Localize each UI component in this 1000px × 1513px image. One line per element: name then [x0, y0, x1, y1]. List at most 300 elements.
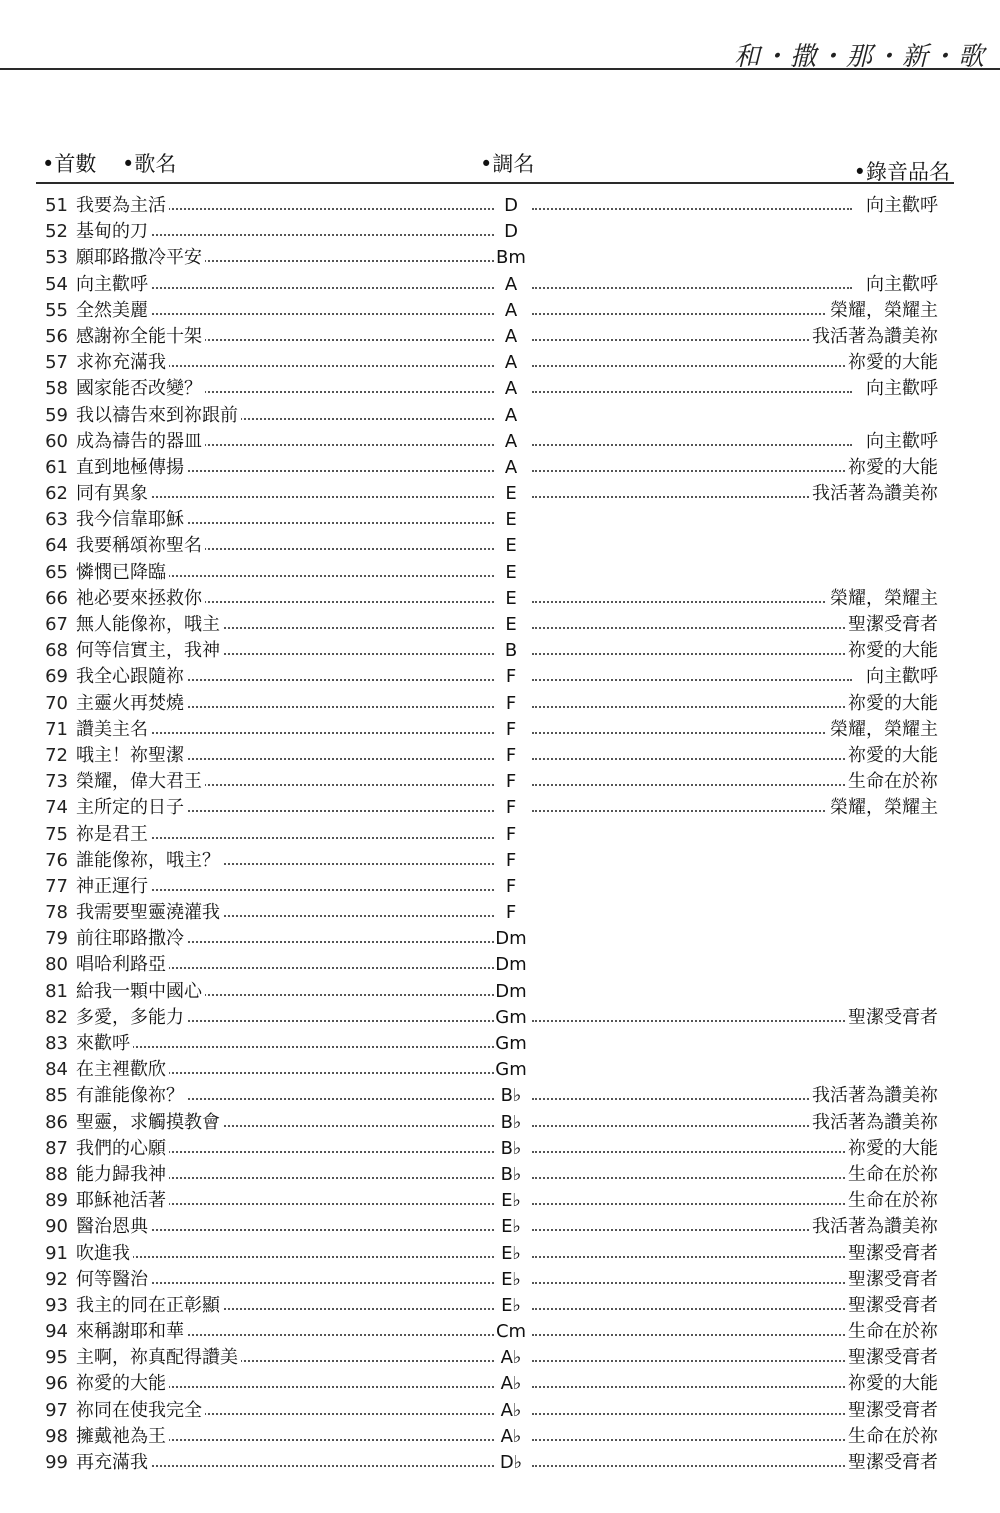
song-number: 73 [45, 771, 68, 793]
song-key: F [505, 797, 517, 819]
dot-leader [532, 1098, 852, 1100]
song-key: E♭ [501, 1268, 521, 1290]
song-album: 我活著為讚美祢 [809, 1110, 938, 1136]
song-title-cell [76, 900, 486, 926]
song-number: 74 [45, 797, 68, 819]
song-title: 唱哈利路亞 [76, 954, 169, 975]
song-key: E [505, 535, 517, 557]
song-album: 我活著為讚美祢 [809, 1083, 938, 1109]
song-row [0, 507, 1000, 533]
song-title: 擁戴祂為王 [76, 1426, 169, 1447]
song-row [0, 691, 1000, 717]
song-key: E♭ [501, 1190, 521, 1212]
song-number: 83 [45, 1033, 68, 1054]
song-album: 聖潔受膏者 [845, 612, 938, 638]
dot-leader [532, 313, 852, 315]
song-key: Cm [495, 1321, 527, 1343]
song-row [0, 403, 1000, 429]
song-number: 98 [45, 1425, 68, 1447]
dot-leader [532, 706, 852, 708]
dot-leader [532, 365, 852, 367]
song-title: 何等醫治 [76, 1269, 151, 1290]
song-key: B [504, 640, 518, 662]
song-key: E♭ [501, 1216, 521, 1238]
song-album: 祢愛的大能 [845, 1136, 938, 1162]
song-number: 70 [45, 692, 68, 714]
song-title-cell [76, 874, 486, 900]
song-title: 聖靈，求觸摸教會 [76, 1112, 223, 1133]
song-album: 向主歡呼 [863, 429, 938, 455]
song-title: 主所定的日子 [76, 797, 187, 818]
song-number: 88 [45, 1163, 68, 1185]
song-number: 77 [45, 875, 68, 897]
song-key: A [504, 430, 518, 452]
song-row [0, 324, 1000, 350]
song-album: 榮耀，榮耀主 [827, 795, 938, 821]
song-title: 祂必要來拯救你 [76, 588, 205, 609]
dot-leader [532, 758, 852, 760]
song-title: 神正運行 [76, 876, 151, 897]
song-key: E [505, 483, 517, 505]
song-number: 60 [45, 430, 68, 452]
song-album: 聖潔受膏者 [845, 1450, 938, 1476]
song-title-cell [76, 664, 486, 690]
song-key: F [505, 718, 517, 740]
song-album: 向主歡呼 [863, 376, 938, 402]
song-key: F [505, 849, 517, 871]
song-key: D♭ [499, 1452, 523, 1473]
song-number: 75 [45, 823, 68, 845]
dot-leader [532, 653, 852, 655]
song-title: 無人能像祢，哦主 [76, 614, 223, 635]
dot-leader [532, 1203, 852, 1205]
song-title-cell [76, 533, 486, 559]
song-title-cell [76, 429, 486, 455]
dot-leader [532, 1308, 852, 1310]
song-row [0, 638, 1000, 664]
song-title-cell [76, 1371, 486, 1397]
song-key: B♭ [500, 1111, 522, 1133]
song-title: 我主的同在正彰顯 [76, 1295, 223, 1316]
song-key: A♭ [500, 1373, 522, 1395]
song-row [0, 1450, 1000, 1476]
song-number: 84 [45, 1059, 68, 1081]
song-number: 82 [45, 1006, 68, 1028]
song-number: 94 [45, 1321, 68, 1343]
song-title-cell [76, 1162, 486, 1188]
song-key: A♭ [500, 1399, 522, 1421]
song-number: 72 [45, 744, 68, 766]
song-row [0, 533, 1000, 559]
song-key: B♭ [500, 1163, 522, 1185]
running-header: 和・撒・那・新・歌 [733, 42, 986, 72]
song-title-cell [76, 691, 486, 717]
song-row [0, 848, 1000, 874]
song-album: 祢愛的大能 [845, 455, 938, 481]
song-row [0, 1267, 1000, 1293]
song-key: Dm [495, 954, 527, 976]
dot-leader [532, 339, 852, 341]
dot-leader [532, 1151, 852, 1153]
song-number: 55 [45, 299, 68, 321]
song-title: 前往耶路撒冷 [76, 928, 187, 949]
dot-leader [532, 470, 852, 472]
song-row [0, 376, 1000, 402]
song-number: 61 [45, 456, 68, 478]
song-key: E [505, 561, 517, 583]
song-title-cell [76, 1293, 486, 1319]
song-title-cell [76, 979, 486, 1005]
song-row [0, 1162, 1000, 1188]
song-key: A [504, 378, 518, 400]
song-title-cell [76, 1110, 486, 1136]
song-row [0, 795, 1000, 821]
song-title: 讚美主名 [76, 719, 151, 740]
song-row [0, 455, 1000, 481]
song-number: 57 [45, 352, 68, 374]
song-title-cell [76, 926, 486, 952]
song-number: 92 [45, 1268, 68, 1290]
song-title-cell [76, 1005, 486, 1031]
song-title: 我要稱頌祢聖名 [76, 535, 205, 556]
song-title-cell [76, 1031, 486, 1057]
song-title: 我以禱告來到祢跟前 [76, 405, 241, 426]
song-number: 90 [45, 1216, 68, 1238]
song-album: 生命在於祢 [845, 1188, 938, 1214]
song-title: 來歡呼 [76, 1033, 133, 1054]
song-row [0, 1005, 1000, 1031]
song-album: 我活著為讚美祢 [809, 1214, 938, 1240]
song-title-cell [76, 1450, 486, 1476]
song-key: Gm [495, 1033, 527, 1054]
song-title-cell [76, 822, 486, 848]
song-number: 93 [45, 1294, 68, 1316]
song-album: 聖潔受膏者 [845, 1267, 938, 1293]
song-album: 生命在於祢 [845, 1424, 938, 1450]
song-title: 向主歡呼 [76, 274, 151, 295]
song-number: 69 [45, 666, 68, 688]
song-key: Dm [495, 980, 527, 1002]
song-title: 我今信靠耶穌 [76, 509, 187, 530]
song-title: 國家能否改變？ [76, 378, 205, 399]
song-row [0, 481, 1000, 507]
song-number: 67 [45, 614, 68, 635]
song-row [0, 193, 1000, 219]
song-key: E [505, 614, 517, 635]
song-title: 誰能像祢，哦主？ [76, 850, 223, 871]
song-title-cell [76, 1345, 486, 1371]
song-title: 主靈火再焚燒 [76, 693, 187, 714]
song-number: 63 [45, 509, 68, 531]
song-key: A [504, 299, 518, 321]
song-row [0, 717, 1000, 743]
song-row [0, 1214, 1000, 1240]
song-key: E♭ [501, 1242, 521, 1264]
song-title-cell [76, 952, 486, 978]
song-row [0, 219, 1000, 245]
song-title-cell [76, 245, 486, 271]
song-title-cell [76, 795, 486, 821]
song-title-cell [76, 350, 486, 376]
song-key: F [505, 823, 517, 845]
song-title: 求祢充滿我 [76, 352, 169, 373]
song-key: Gm [495, 1006, 527, 1028]
song-title-cell [76, 1188, 486, 1214]
song-row [0, 1371, 1000, 1397]
song-key: A [504, 273, 518, 295]
song-title-cell [76, 376, 486, 402]
song-key: E♭ [501, 1294, 521, 1316]
song-album: 祢愛的大能 [845, 350, 938, 376]
song-title: 祢同在使我完全 [76, 1400, 205, 1421]
song-title-cell [76, 272, 486, 298]
song-title-cell [76, 638, 486, 664]
dot-leader [532, 1020, 852, 1022]
song-row [0, 743, 1000, 769]
song-title: 祢是君王 [76, 824, 151, 845]
dot-leader [532, 287, 852, 289]
song-title: 直到地極傳揚 [76, 457, 187, 478]
song-title: 吹進我 [76, 1243, 133, 1264]
song-title: 我需要聖靈澆灌我 [76, 902, 223, 923]
song-title-cell [76, 1083, 486, 1109]
dot-leader [532, 1256, 852, 1258]
song-title: 主啊，祢真配得讚美 [76, 1347, 241, 1368]
song-number: 80 [45, 954, 68, 976]
song-title-cell [76, 481, 486, 507]
song-row [0, 429, 1000, 455]
song-row [0, 1398, 1000, 1424]
song-row [0, 1424, 1000, 1450]
song-title-cell [76, 1319, 486, 1345]
song-album: 向主歡呼 [863, 272, 938, 298]
song-album: 聖潔受膏者 [845, 1005, 938, 1031]
song-key: F [505, 692, 517, 714]
header-rule [0, 68, 1000, 70]
song-title-cell [76, 586, 486, 612]
song-row [0, 822, 1000, 848]
song-key: F [505, 875, 517, 897]
dot-leader [532, 601, 852, 603]
song-title-cell [76, 769, 486, 795]
dot-leader [532, 679, 852, 681]
song-title: 醫治恩典 [76, 1216, 151, 1237]
dot-leader [532, 1413, 852, 1415]
dot-leader [532, 391, 852, 393]
song-number: 89 [45, 1190, 68, 1212]
song-row [0, 298, 1000, 324]
song-title-cell [76, 1214, 486, 1240]
song-number: 99 [45, 1452, 68, 1473]
song-title: 我要為主活 [76, 195, 169, 216]
song-key: Dm [495, 928, 527, 950]
song-number: 71 [45, 718, 68, 740]
song-row [0, 926, 1000, 952]
song-number: 59 [45, 404, 68, 426]
song-key: A [504, 325, 518, 347]
song-album: 祢愛的大能 [845, 1371, 938, 1397]
song-title: 有誰能像祢？ [76, 1085, 187, 1106]
song-title-cell [76, 1057, 486, 1083]
song-title: 感謝祢全能十架 [76, 326, 205, 347]
song-row [0, 1136, 1000, 1162]
song-album: 聖潔受膏者 [845, 1398, 938, 1424]
song-key: E [505, 509, 517, 531]
song-title: 來稱謝耶和華 [76, 1321, 187, 1342]
dot-leader [532, 1386, 852, 1388]
song-title: 我們的心願 [76, 1138, 169, 1159]
song-album: 生命在於祢 [845, 1319, 938, 1345]
song-title-cell [76, 1267, 486, 1293]
dot-leader [532, 1465, 852, 1467]
song-title-cell [76, 743, 486, 769]
song-number: 91 [45, 1242, 68, 1264]
song-title: 我全心跟隨祢 [76, 666, 187, 687]
song-number: 78 [45, 902, 68, 924]
song-row [0, 900, 1000, 926]
dot-leader [532, 1360, 852, 1362]
song-title-cell [76, 455, 486, 481]
song-number: 65 [45, 561, 68, 583]
song-number: 66 [45, 587, 68, 609]
song-title-cell [76, 403, 486, 429]
song-number: 76 [45, 849, 68, 871]
song-album: 我活著為讚美祢 [809, 324, 938, 350]
song-key: B♭ [500, 1085, 522, 1107]
song-title: 再充滿我 [76, 1452, 151, 1473]
song-number: 56 [45, 325, 68, 347]
song-title-cell [76, 1424, 486, 1450]
song-row [0, 952, 1000, 978]
song-key: A [504, 352, 518, 374]
song-title: 榮耀，偉大君王 [76, 771, 205, 792]
song-title-cell [76, 1241, 486, 1267]
song-album: 向主歡呼 [863, 193, 938, 219]
song-row [0, 1293, 1000, 1319]
song-title: 願耶路撒冷平安 [76, 247, 205, 268]
song-title-cell [76, 298, 486, 324]
song-title-cell [76, 717, 486, 743]
song-key: D [504, 195, 518, 216]
song-key: F [505, 771, 517, 793]
song-number: 58 [45, 378, 68, 400]
song-number: 52 [45, 221, 68, 243]
song-row [0, 560, 1000, 586]
dot-leader [532, 627, 852, 629]
dot-leader [532, 444, 852, 446]
song-title: 祢愛的大能 [76, 1373, 169, 1394]
dot-leader [532, 784, 852, 786]
song-album: 祢愛的大能 [845, 691, 938, 717]
song-title: 同有異象 [76, 483, 151, 504]
song-title: 能力歸我神 [76, 1164, 169, 1185]
song-number: 97 [45, 1399, 68, 1421]
column-headers [36, 146, 954, 184]
song-row [0, 1345, 1000, 1371]
song-title: 哦主！祢聖潔 [76, 745, 187, 766]
column-header-album: •錄音品名 [853, 160, 950, 184]
song-row [0, 1083, 1000, 1109]
dot-leader [532, 1229, 852, 1231]
song-row [0, 350, 1000, 376]
song-key: F [505, 666, 517, 688]
dot-leader [532, 1439, 852, 1441]
song-album: 向主歡呼 [863, 664, 938, 690]
song-title-cell [76, 1398, 486, 1424]
song-key: E [505, 587, 517, 609]
song-row [0, 245, 1000, 271]
song-title: 耶穌祂活著 [76, 1190, 169, 1211]
dot-leader [532, 496, 852, 498]
song-key: A [504, 456, 518, 478]
song-album: 聖潔受膏者 [845, 1293, 938, 1319]
song-title: 何等信實主，我神 [76, 640, 223, 661]
song-key: A [504, 404, 518, 426]
song-number: 64 [45, 535, 68, 557]
song-number: 96 [45, 1373, 68, 1395]
song-title: 憐憫已降臨 [76, 562, 169, 583]
song-album: 榮耀，榮耀主 [827, 586, 938, 612]
song-title: 成為禱告的器皿 [76, 431, 205, 452]
song-row [0, 1319, 1000, 1345]
song-number: 54 [45, 273, 68, 295]
song-album: 祢愛的大能 [845, 638, 938, 664]
song-album: 聖潔受膏者 [845, 1345, 938, 1371]
song-row [0, 979, 1000, 1005]
column-header-number: •首數 [42, 152, 97, 176]
dot-leader [532, 208, 852, 210]
dot-leader [532, 1334, 852, 1336]
song-number: 95 [45, 1347, 68, 1369]
song-title: 基甸的刀 [76, 221, 151, 242]
song-key: Bm [496, 247, 526, 269]
song-title-cell [76, 324, 486, 350]
dot-leader [532, 732, 852, 734]
column-header-name: •歌名 [122, 152, 177, 176]
song-row [0, 874, 1000, 900]
song-title-cell [76, 1136, 486, 1162]
song-row [0, 1110, 1000, 1136]
song-key: A♭ [500, 1347, 522, 1369]
song-number: 81 [45, 980, 68, 1002]
song-title-cell [76, 219, 486, 245]
song-title-cell [76, 560, 486, 586]
song-title-cell [76, 612, 486, 638]
song-number: 51 [45, 195, 68, 216]
dot-leader [532, 1177, 852, 1179]
column-header-key: •調名 [480, 152, 535, 176]
song-album: 生命在於祢 [845, 769, 938, 795]
song-album: 聖潔受膏者 [845, 1241, 938, 1267]
song-title: 多愛，多能力 [76, 1007, 187, 1028]
song-key: Gm [495, 1059, 527, 1081]
song-number: 85 [45, 1085, 68, 1107]
dot-leader [532, 1282, 852, 1284]
song-key: A♭ [500, 1425, 522, 1447]
song-title: 全然美麗 [76, 300, 151, 321]
song-row [0, 1241, 1000, 1267]
song-row [0, 1188, 1000, 1214]
song-album: 榮耀，榮耀主 [827, 298, 938, 324]
song-title-cell [76, 848, 486, 874]
song-row [0, 1031, 1000, 1057]
song-row [0, 769, 1000, 795]
song-row [0, 612, 1000, 638]
song-row [0, 1057, 1000, 1083]
song-title-cell [76, 507, 486, 533]
song-number: 53 [45, 247, 68, 269]
song-row [0, 664, 1000, 690]
